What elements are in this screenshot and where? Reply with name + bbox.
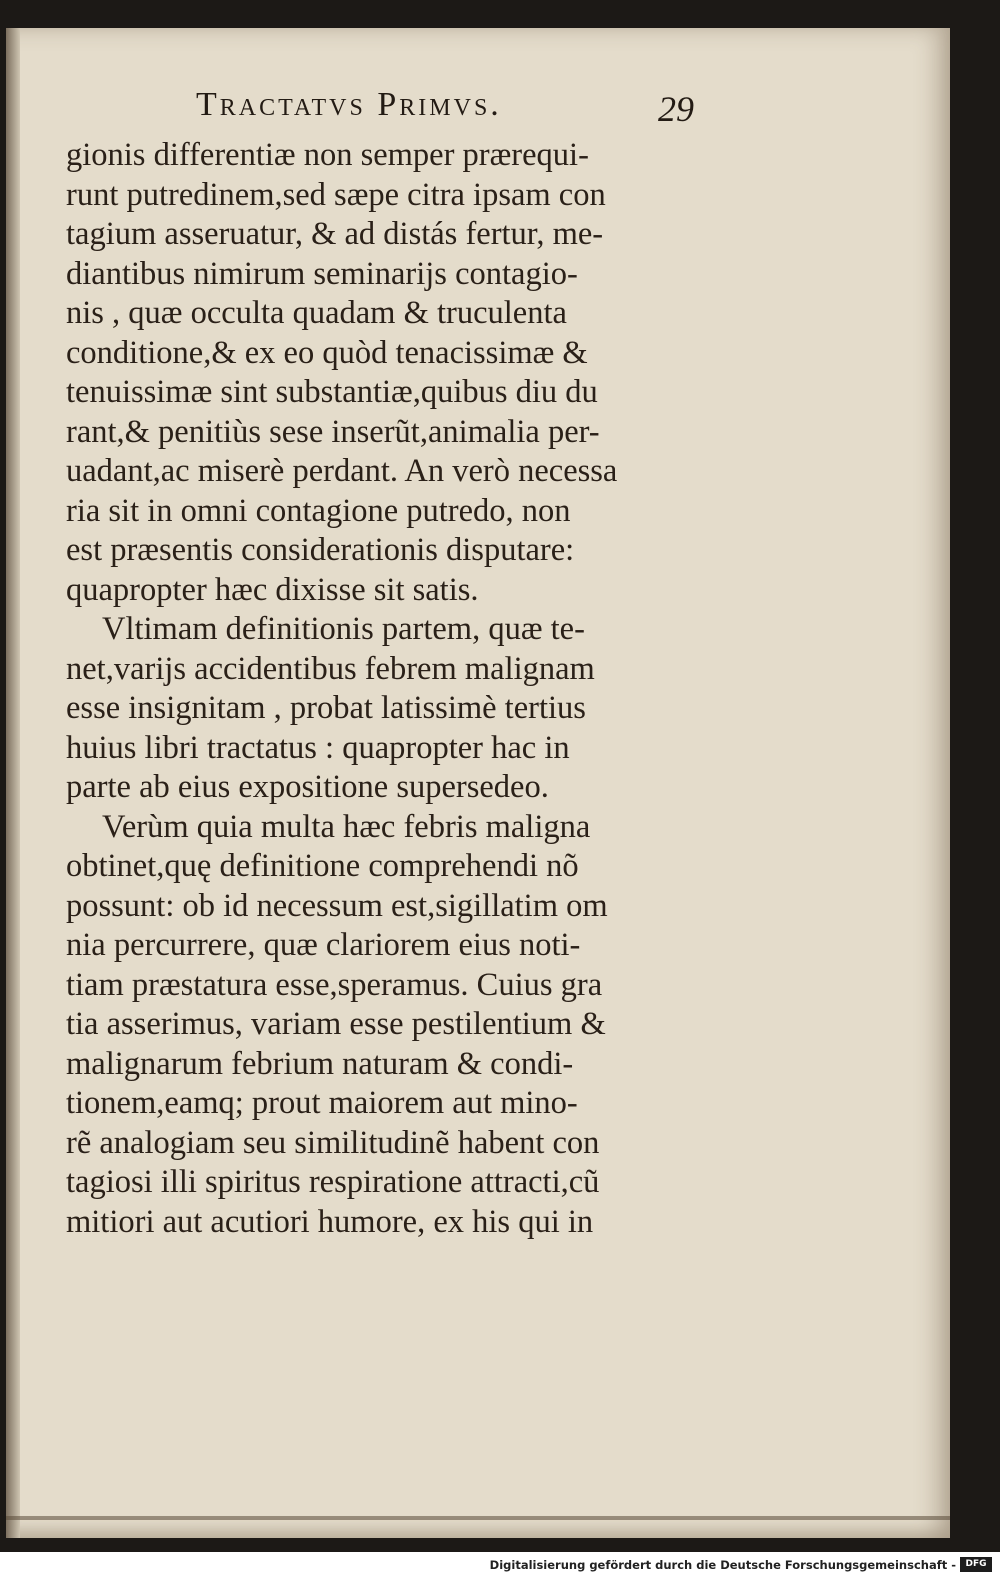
text-line: quapropter hæc dixisse sit satis.: [66, 571, 479, 608]
text-line: huius libri tractatus : quapropter hac in: [66, 729, 570, 766]
text-line: ria sit in omni contagione putredo, non: [66, 492, 571, 529]
body-text: [66, 136, 696, 1242]
text-line: possunt: ob id necessum est,sigillatim om: [66, 887, 608, 924]
text-line: est præsentis considerationis disputare:: [66, 532, 575, 568]
text-line: conditione,& ex eo quòd tenacissimæ &: [66, 334, 588, 371]
text-line: diantibus nimirum seminarijs contagio-: [66, 255, 578, 292]
text-line: parte ab eius expositione supersedeo.: [66, 769, 549, 805]
page-number: 29: [658, 89, 694, 129]
text-line: tiam præstatura esse,speramus. Cuius gra: [66, 966, 603, 1003]
text-line: tia asserimus, variam esse pestilentium &: [66, 1006, 606, 1042]
page-gutter-shadow: [6, 28, 20, 1538]
dfg-logo: DFG: [960, 1557, 992, 1572]
text-line: tagiosi illi spiritus respiratione attracti,cũ: [66, 1164, 600, 1200]
paragraph-start-line: Verùm quia multa hæc febris maligna: [102, 808, 591, 845]
text-line: tagium asseruatur, & ad distás fertur, me-: [66, 216, 604, 252]
text-line: runt putredinem,sed sæpe citra ipsam con: [66, 176, 606, 213]
text-line: nia percurrere, quæ clariorem eius noti-: [66, 927, 581, 963]
page-bottom-edge: [6, 1516, 950, 1520]
paragraph-start-line: Vltimam definitionis partem, quæ te-: [102, 611, 585, 647]
text-line: net,varijs accidentibus febrem malignam: [66, 650, 595, 687]
text-line: uadant,ac miserè perdant. An verò necessa: [66, 453, 618, 489]
text-line: mitiori aut acutiori humore, ex his qui in: [66, 1203, 594, 1240]
text-line: esse insignitam , probat latissimè tertius: [66, 690, 586, 726]
text-line: rant,& penitiùs sese inserũt,animalia per-: [66, 413, 600, 450]
text-line: tenuissimæ sint substantiæ,quibus diu du: [66, 374, 598, 410]
digitization-credit: Digitalisierung gefördert durch die Deutsche Forschungsgemeinschaft -: [489, 1558, 956, 1572]
text-line: obtinet,quę definitione comprehendi nõ: [66, 848, 579, 884]
text-line: nis , quæ occulta quadam & truculenta: [66, 295, 567, 331]
text-line: tionem,eamq; prout maiorem aut mino-: [66, 1085, 578, 1121]
text-line: gionis differentiæ non semper prærequi-: [66, 137, 589, 173]
text-line: malignarum febrium naturam & condi-: [66, 1045, 574, 1082]
running-head: Tractatvs Primvs.: [196, 86, 502, 123]
text-line: rẽ analogiam seu similitudinẽ habent con: [66, 1124, 600, 1161]
